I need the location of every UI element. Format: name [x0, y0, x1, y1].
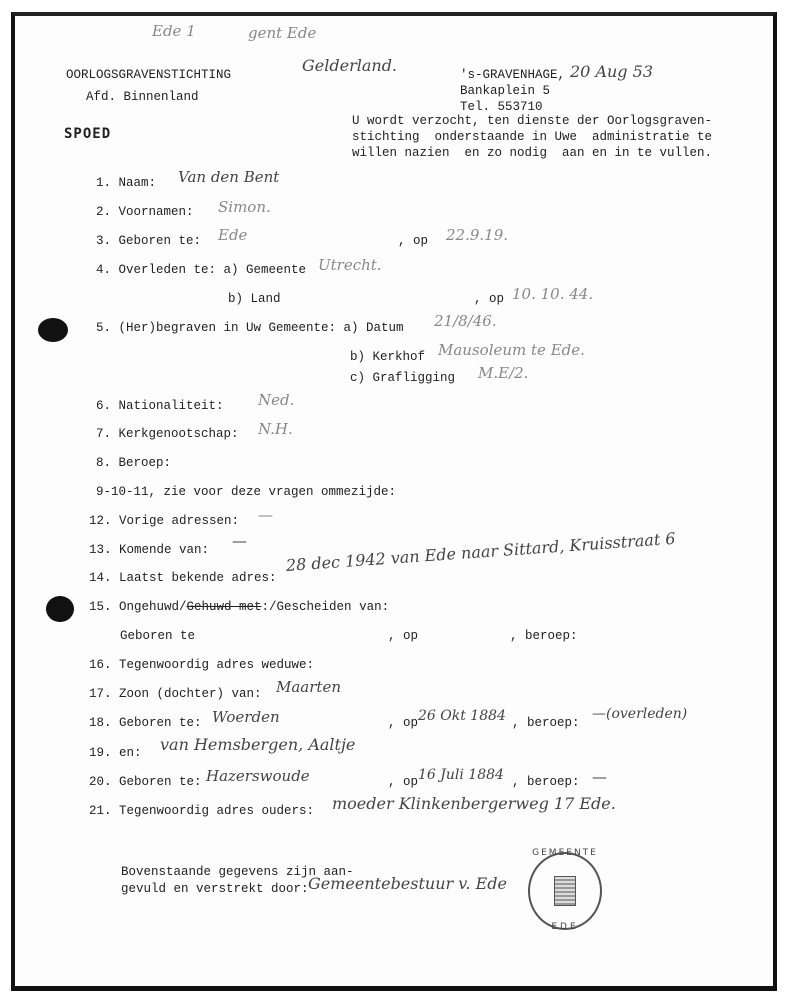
op-label: , op: [388, 716, 419, 730]
field-label-kerkgenootschap: 7. Kerkgenootschap:: [96, 427, 239, 441]
field-value-vader: Maarten: [276, 678, 341, 696]
field-label-laatst-adres: 14. Laatst bekende adres:: [89, 571, 277, 585]
label-gehuwd-struck: Gehuwd met: [186, 600, 262, 614]
footer-line-1: Bovenstaande gegevens zijn aan-: [121, 865, 354, 879]
op-label: , op: [398, 234, 429, 248]
field-value-geboren-moeder-op: 16 Juli 1884: [418, 767, 504, 783]
label-gescheiden: :/Gescheiden van:: [261, 600, 390, 614]
urgent-label: SPOED: [64, 126, 112, 142]
request-line: willen nazien en zo nodig aan en in te vullen.: [352, 146, 713, 160]
municipal-stamp: [528, 848, 602, 932]
field-label-geboren: 3. Geboren te:: [96, 234, 202, 248]
field-value-moeder: van Hemsbergen, Aaltje: [160, 735, 356, 754]
field-value-beroep-moeder: —: [592, 768, 607, 786]
field-value-geboren-op: 22.9.19.: [446, 226, 509, 244]
label-ongehuwd: 15. Ongehuwd/: [89, 600, 187, 614]
stamp-top-text: GEMEENTE: [532, 848, 598, 858]
stamp-bottom-text: EDE: [551, 922, 579, 932]
field-value-laatst-adres: 28 dec 1942 van Ede naar Sittard, Kruisstraat 6: [285, 528, 677, 575]
field-label-begraven-datum: 5. (Her)begraven in Uw Gemeente: a) Datum: [96, 321, 404, 335]
field-value-komende-van: —: [232, 532, 247, 550]
annotation-top-1: Ede 1: [152, 22, 196, 40]
field-value-kerkgenootschap: N.H.: [258, 420, 293, 438]
field-label-en: 19. en:: [89, 746, 142, 760]
beroep-label: , beroep:: [510, 629, 578, 643]
city: 's-GRAVENHAGE,: [460, 68, 566, 82]
field-value-geboren: Ede: [218, 226, 248, 244]
annotation-top-3: Gelderland.: [302, 56, 398, 75]
field-label-voornamen: 2. Voornamen:: [96, 205, 194, 219]
field-value-vorige-adressen: —: [258, 506, 273, 524]
stamp-coat-of-arms-icon: [554, 876, 576, 906]
field-value-adres-ouders: moeder Klinkenbergerweg 17 Ede.: [332, 794, 616, 813]
field-value-geboren-moeder: Hazerswoude: [206, 767, 310, 785]
field-label-burgerlijke-staat: [89, 600, 389, 614]
field-value-kerkhof: Mausoleum te Ede.: [438, 341, 585, 359]
address: Bankaplein 5: [460, 84, 551, 98]
annotation-top-2: gent Ede: [248, 24, 317, 42]
field-label-naam: 1. Naam:: [96, 176, 157, 190]
annotation-date: 20 Aug 53: [570, 62, 653, 81]
op-label: , op: [388, 629, 419, 643]
field-label-komende-van: 13. Komende van:: [89, 543, 210, 557]
field-label-ommezijde: 9-10-11, zie voor deze vragen ommezijde:: [96, 485, 397, 499]
field-label-grafligging: c) Grafligging: [350, 371, 456, 385]
field-label-kerkhof: b) Kerkhof: [350, 350, 426, 364]
beroep-label: , beroep:: [512, 775, 580, 789]
field-label-zoon-van: 17. Zoon (dochter) van:: [89, 687, 262, 701]
beroep-label: , beroep:: [512, 716, 580, 730]
field-label-overleden-land: b) Land: [228, 292, 281, 306]
field-label-adres-ouders: 21. Tegenwoordig adres ouders:: [89, 804, 315, 818]
field-label-adres-weduwe: 16. Tegenwoordig adres weduwe:: [89, 658, 315, 672]
field-value-grafligging: M.E/2.: [478, 364, 529, 382]
ink-blot: [46, 596, 74, 622]
field-value-naam: Van den Bent: [178, 168, 280, 186]
ink-blot: [38, 318, 68, 342]
footer-line-2: gevuld en verstrekt door:: [121, 882, 309, 896]
field-value-begraven-datum: 21/8/46.: [434, 312, 497, 330]
field-value-nationaliteit: Ned.: [258, 391, 295, 409]
field-value-overleden-gemeente: Utrecht.: [318, 256, 382, 274]
request-line: stichting onderstaande in Uwe administratie te: [352, 130, 713, 144]
org-name: OORLOGSGRAVENSTICHTING: [66, 68, 232, 82]
field-label-geboren-moeder: 20. Geboren te:: [89, 775, 202, 789]
op-label: , op: [388, 775, 419, 789]
field-label-geboren-vader: 18. Geboren te:: [89, 716, 202, 730]
field-value-geboren-vader: Woerden: [212, 708, 280, 726]
field-label-nationaliteit: 6. Nationaliteit:: [96, 399, 224, 413]
field-label-geboren-partner: Geboren te: [120, 629, 196, 643]
field-value-geboren-vader-op: 26 Okt 1884: [418, 708, 506, 724]
field-value-beroep-vader: —(overleden): [592, 706, 688, 722]
field-label-vorige-adressen: 12. Vorige adressen:: [89, 514, 240, 528]
op-label: , op: [474, 292, 505, 306]
dept-name: Afd. Binnenland: [86, 90, 199, 104]
field-label-overleden-gemeente: 4. Overleden te: a) Gemeente: [96, 263, 307, 277]
field-value-voornamen: Simon.: [218, 198, 271, 216]
field-label-beroep: 8. Beroep:: [96, 456, 172, 470]
request-line: U wordt verzocht, ten dienste der Oorlogsgraven-: [352, 114, 713, 128]
footer-signatory: Gemeentebestuur v. Ede: [308, 874, 507, 893]
telephone: Tel. 553710: [460, 100, 543, 114]
field-value-overleden-op: 10. 10. 44.: [512, 285, 594, 303]
